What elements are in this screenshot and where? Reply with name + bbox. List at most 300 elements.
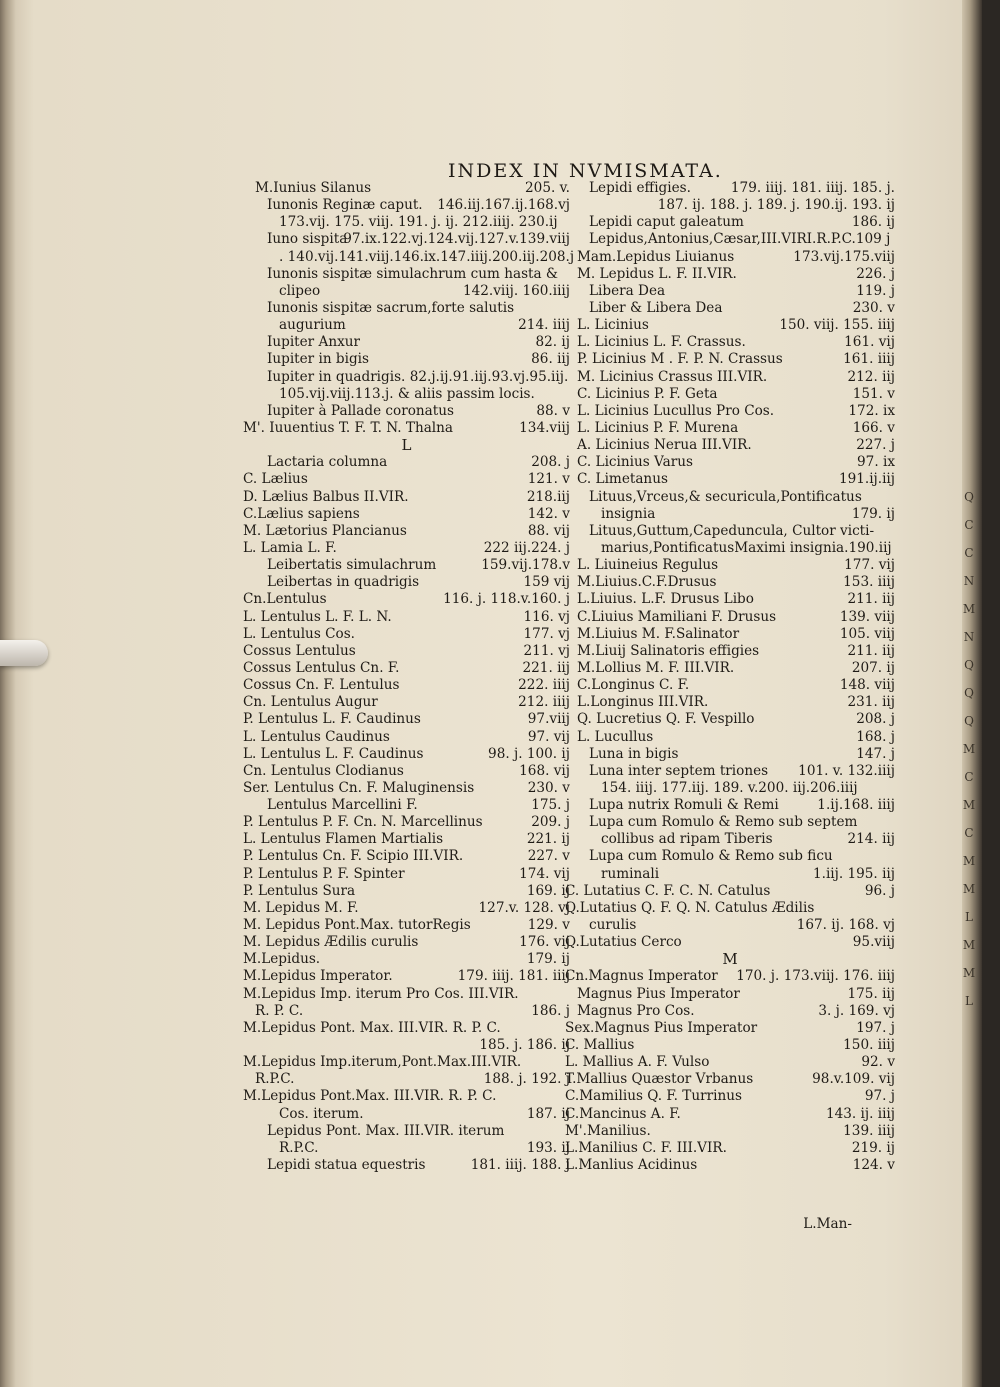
index-column-right	[565, 180, 895, 1174]
entry-text: M	[722, 950, 738, 969]
index-entry	[565, 266, 895, 283]
index-entry	[565, 1020, 895, 1037]
index-entry	[243, 1003, 570, 1020]
entry-text: Iuno sispita	[267, 231, 348, 248]
index-entry	[243, 729, 570, 746]
entry-text: L. Liuineius Regulus	[577, 557, 719, 574]
entry-reference: 142. v	[527, 505, 570, 522]
index-entry	[565, 609, 895, 626]
entry-reference: 139. viij	[839, 608, 895, 625]
entry-reference: 151. v	[852, 385, 895, 402]
index-entry	[243, 1037, 570, 1054]
entry-text: Lituus,Guttum,Capeduncula, Cultor victi-	[589, 522, 875, 539]
entry-text: Libera Dea	[589, 282, 666, 299]
entry-reference: 98. j. 100. ij	[488, 745, 570, 762]
index-entry	[243, 917, 570, 934]
entry-reference: 209. j	[531, 814, 570, 831]
entry-reference: 214. iiij	[518, 317, 570, 334]
entry-text: Lepidi statua equestris	[267, 1157, 426, 1174]
entry-reference: 121. v	[527, 471, 570, 488]
bleed-letter: M	[962, 938, 976, 952]
entry-reference: 116. j. 118.v.160. j	[443, 591, 570, 608]
index-entry	[565, 934, 895, 951]
index-entry	[243, 248, 575, 266]
entry-reference: 146.iij.167.ij.168.vj	[437, 197, 570, 214]
entry-reference: 97. vij	[527, 728, 570, 745]
entry-reference: 177. vij	[844, 557, 895, 574]
index-entry	[243, 934, 570, 951]
index-entry	[565, 883, 895, 900]
entry-text: Cn. Lentulus Augur	[243, 694, 378, 711]
entry-text: M. Lepidus M. F.	[243, 899, 359, 916]
entry-reference: 230. v	[527, 779, 570, 796]
entry-text: P. Lentulus P. F. Cn. N. Marcellinus	[243, 814, 483, 831]
entry-text: Iupiter Anxur	[267, 334, 360, 351]
entry-text: Leibertatis simulachrum	[267, 557, 437, 574]
index-entry	[243, 968, 570, 985]
index-entry	[565, 317, 895, 334]
index-entry	[243, 317, 570, 334]
entry-text: . 140.vij.141.viij.146.ix.147.iiij.200.iij.208.j	[279, 248, 575, 265]
index-entry	[565, 900, 895, 917]
section-letter	[565, 951, 895, 968]
entry-text: L. Lentulus Caudinus	[243, 728, 390, 745]
entry-reference: 211. iij	[847, 642, 895, 659]
entry-reference: 1.ij.168. iiij	[817, 797, 895, 814]
index-entry	[243, 557, 570, 574]
entry-text: Lepidus,Antonius,Cæsar,III.VIRI.R.P.C.109 j	[589, 231, 891, 248]
index-entry	[565, 231, 895, 248]
entry-reference: 161. vij	[844, 334, 895, 351]
entry-text: insignia	[601, 505, 656, 522]
entry-text: M.Lepidus Pont. Max. III.VIR. R. P. C.	[243, 1019, 501, 1036]
index-entry	[243, 489, 570, 506]
index-entry	[243, 900, 570, 917]
entry-text: clipeo	[279, 282, 321, 299]
entry-text: Cn.Magnus Imperator	[565, 968, 718, 985]
index-entry	[243, 506, 570, 523]
index-entry	[565, 334, 895, 351]
index-entry	[565, 214, 895, 231]
entry-text: M.Lepidus Imp. iterum Pro Cos. III.VIR.	[243, 985, 519, 1002]
entry-text: M'. Iuuentius T. F. T. N. Thalna	[243, 419, 454, 436]
bleed-letter: N	[963, 630, 975, 644]
entry-reference: 159.vij.178.v	[481, 557, 570, 574]
index-entry	[565, 1106, 895, 1123]
entry-reference: 179. ij	[526, 951, 570, 968]
entry-text: L.Liuius. L.F. Drusus Libo	[577, 591, 754, 608]
index-entry	[565, 866, 895, 883]
entry-reference: 88. v	[536, 402, 570, 419]
index-entry	[243, 711, 570, 728]
entry-text: M'.Manilius.	[565, 1122, 651, 1139]
entry-text: Cossus Lentulus	[243, 642, 356, 659]
entry-reference: 168. vij	[519, 762, 570, 779]
entry-reference: 116. vj	[523, 608, 570, 625]
entry-reference: 142.viij. 160.iiij	[462, 282, 570, 299]
entry-text: M. Lepidus Ædilis curulis	[243, 934, 419, 951]
entry-text: 105.vij.viij.113.j. & aliis passim locis.	[279, 385, 535, 402]
entry-reference: 212. iiij	[518, 694, 570, 711]
bleed-letter: C	[964, 770, 974, 784]
index-entry	[243, 351, 570, 368]
entry-reference: 181. iiij. 188. j	[470, 1157, 570, 1174]
entry-text: Lupa cum Romulo & Remo sub ficu	[589, 848, 833, 865]
entry-reference: 153. iiij	[843, 574, 895, 591]
index-entry	[243, 300, 570, 317]
bleed-letter: N	[963, 574, 975, 588]
entry-text: M.Liuij Salinatoris effigies	[577, 642, 760, 659]
entry-reference: 175. iij	[847, 985, 895, 1002]
entry-text: L. Mallius A. F. Vulso	[565, 1054, 710, 1071]
index-entry	[243, 1106, 570, 1123]
entry-text: M.Liuius M. F.Salinator	[577, 625, 740, 642]
index-entry	[565, 746, 895, 763]
entry-text: R.P.C.	[279, 1139, 319, 1156]
index-entry	[565, 557, 895, 574]
entry-reference: 127.v. 128. vj	[478, 899, 570, 916]
index-entry	[565, 1037, 895, 1054]
entry-text: P. Lentulus P. F. Spinter	[243, 865, 405, 882]
entry-reference: 211. iij	[847, 591, 895, 608]
entry-text: Cn.Lentulus	[243, 591, 327, 608]
entry-text: C.Longinus C. F.	[577, 677, 690, 694]
entry-text: C. Lutatius C. F. C. N. Catulus	[565, 882, 771, 899]
entry-reference: 221. iij	[522, 659, 570, 676]
entry-text: Lituus,Vrceus,& securicula,Pontificatus	[589, 488, 862, 505]
index-entry	[565, 506, 895, 523]
entry-reference: 101. v. 132.iiij	[798, 762, 895, 779]
entry-text: Lentulus Marcellini F.	[267, 797, 418, 814]
index-entry	[565, 643, 895, 660]
entry-reference: 176. vij	[519, 934, 570, 951]
entry-text: Iupiter in bigis	[267, 351, 369, 368]
index-entry	[565, 626, 895, 643]
entry-text: P. Lentulus Cn. F. Scipio III.VIR.	[243, 848, 464, 865]
entry-text: R. P. C.	[255, 1002, 304, 1019]
index-entry	[243, 1054, 570, 1071]
index-entry	[243, 591, 570, 608]
entry-text: Iupiter à Pallade coronatus	[267, 402, 454, 419]
index-entry	[243, 403, 570, 420]
entry-reference: 177. vj	[523, 625, 570, 642]
entry-text: Lepidi effigies.	[589, 180, 691, 196]
entry-text: M.Liuius.C.F.Drusus	[577, 574, 717, 591]
index-entry	[565, 591, 895, 608]
bleed-letter: M	[962, 742, 976, 756]
entry-reference: 186. j	[531, 1002, 570, 1019]
entry-reference: 172. ix	[848, 402, 895, 419]
entry-reference: 230. v	[852, 299, 895, 316]
entry-text: C. Lælius	[243, 471, 308, 488]
index-entry	[243, 214, 570, 231]
index-entry	[565, 1054, 895, 1071]
entry-text: M.Lollius M. F. III.VIR.	[577, 659, 735, 676]
entry-reference: 179. iiij. 181. iiij. 185. j.	[730, 180, 895, 196]
entry-text: C.Mancinus A. F.	[565, 1105, 681, 1122]
index-entry	[565, 351, 895, 368]
index-entry	[243, 471, 570, 488]
index-entry	[565, 454, 895, 471]
entry-text: L. Licinius P. F. Murena	[577, 419, 739, 436]
index-entry	[243, 369, 570, 386]
index-entry	[565, 471, 895, 488]
entry-text: Ser. Lentulus Cn. F. Maluginensis	[243, 779, 475, 796]
entry-text: T.Mallius Quæstor Vrbanus	[565, 1071, 754, 1088]
entry-text: 154. iiij. 177.iij. 189. v.200. iij.206.iiij	[601, 779, 858, 796]
entry-reference: 221. ij	[526, 831, 570, 848]
entry-reference: 222 iij.224. j	[483, 539, 570, 556]
index-entry	[565, 437, 895, 454]
entry-reference: 188. j. 192. j	[483, 1071, 570, 1088]
entry-reference: 95.viij	[852, 934, 895, 951]
entry-text: P. Lentulus Sura	[243, 882, 356, 899]
entry-text: C. Mallius	[565, 1037, 635, 1054]
entry-reference: 143. ij. iiij	[825, 1105, 895, 1122]
index-entry	[243, 848, 570, 865]
entry-text: D. Lælius Balbus II.VIR.	[243, 488, 409, 505]
index-entry	[243, 951, 570, 968]
entry-reference: 167. ij. 168. vj	[796, 917, 895, 934]
entry-text: Lepidi caput galeatum	[589, 214, 744, 231]
entry-text: P. Licinius M . F. P. N. Crassus	[577, 351, 783, 368]
entry-text: Iupiter in quadrigis. 82.j.ij.91.iij.93.vj.95.iij.	[267, 368, 569, 385]
entry-text: C.Mamilius Q. F. Turrinus	[565, 1088, 742, 1105]
entry-text: Q.Lutatius Cerco	[565, 934, 682, 951]
entry-reference: 174. vij	[519, 865, 570, 882]
entry-text: Liber & Libera Dea	[589, 299, 723, 316]
index-entry	[243, 831, 570, 848]
entry-reference: 134.viij	[519, 419, 570, 436]
entry-text: Magnus Pius Imperator	[577, 985, 740, 1002]
entry-reference: 148. viij	[839, 677, 895, 694]
index-entry	[565, 523, 895, 540]
index-entry	[243, 334, 570, 351]
entry-text: R.P.C.	[255, 1071, 295, 1088]
entry-text: M. Licinius Crassus III.VIR.	[577, 368, 768, 385]
bleed-letter: Q	[964, 658, 974, 672]
entry-text: L.Manlius Acidinus	[565, 1157, 698, 1174]
index-entry	[243, 523, 570, 540]
entry-text: 173.vij. 175. viij. 191. j. ij. 212.iiij. 230.ij	[279, 214, 558, 231]
entry-reference: 105. viij	[839, 625, 895, 642]
entry-reference: 231. iij	[847, 694, 895, 711]
entry-text: P. Lentulus L. F. Caudinus	[243, 711, 421, 728]
entry-text: Lepidus Pont. Max. III.VIR. iterum	[267, 1122, 505, 1139]
entry-text: Iunonis Reginæ caput.	[267, 197, 423, 214]
entry-reference: 150. viij. 155. iiij	[779, 317, 895, 334]
entry-text: L. Licinius L. F. Crassus.	[577, 334, 746, 351]
entry-text: Q. Lucretius Q. F. Vespillo	[577, 711, 755, 728]
bleed-letter: Q	[964, 490, 974, 504]
index-entry	[243, 986, 570, 1003]
bleed-letter: C	[964, 826, 974, 840]
index-entry	[243, 677, 570, 694]
entry-reference: 1.iij. 195. iij	[812, 865, 895, 882]
index-entry	[243, 266, 570, 283]
entry-text: C. Limetanus	[577, 471, 668, 488]
index-entry	[565, 1088, 895, 1105]
entry-text: L.Longinus III.VIR.	[577, 694, 709, 711]
entry-text: L	[401, 436, 412, 455]
entry-reference: 226. j	[856, 265, 895, 282]
index-entry	[565, 1003, 895, 1020]
entry-reference: 222. iiij	[518, 677, 570, 694]
entry-text: marius,PontificatusMaximi insignia.190.iij	[601, 539, 892, 556]
entry-reference: 205. v.	[525, 180, 570, 196]
entry-text: M. Lætorius Plancianus	[243, 522, 407, 539]
entry-text: L.Manilius C. F. III.VIR.	[565, 1139, 727, 1156]
catchword: L.Man-	[803, 1216, 852, 1232]
entry-text: A. Licinius Nerua III.VIR.	[577, 437, 752, 454]
entry-reference: 82. ij	[535, 334, 570, 351]
index-entry	[243, 1157, 570, 1174]
index-entry	[565, 848, 895, 865]
bleed-letter: Q	[964, 686, 974, 700]
index-entry	[565, 660, 895, 677]
index-entry	[243, 574, 570, 591]
entry-reference: 185. j. 186. ij	[479, 1037, 570, 1054]
entry-text: L. Lamia L. F.	[243, 539, 337, 556]
index-entry	[565, 574, 895, 591]
entry-reference: 186. ij	[851, 214, 895, 231]
entry-reference: 3. j. 169. vj	[818, 1002, 895, 1019]
entry-reference: 97.ix.122.vj.124.vij.127.v.139.viij	[343, 231, 570, 248]
index-entry	[565, 986, 895, 1003]
entry-reference: 169. ij	[526, 882, 570, 899]
entry-reference: 175. j	[531, 797, 570, 814]
entry-reference: 166. v	[852, 419, 895, 436]
entry-text: L. Lentulus Cos.	[243, 625, 355, 642]
entry-text: M.Lepidus.	[243, 951, 321, 968]
entry-reference: 98.v.109. vij	[812, 1071, 895, 1088]
entry-text: Lupa nutrix Romuli & Remi	[589, 797, 779, 814]
entry-reference: 129. v	[527, 917, 570, 934]
index-entry	[565, 283, 895, 300]
index-entry	[565, 300, 895, 317]
entry-reference: 159 vij	[523, 574, 570, 591]
index-entry	[243, 540, 570, 557]
index-entry	[243, 660, 570, 677]
index-entry	[243, 643, 570, 660]
bleed-letter: M	[962, 854, 976, 868]
bleed-letter: C	[964, 546, 974, 560]
entry-reference: 191.ij.iij	[838, 471, 895, 488]
entry-reference: 150. iiij	[843, 1037, 895, 1054]
index-entry	[243, 814, 570, 831]
entry-text: C.Lælius sapiens	[243, 505, 360, 522]
entry-text: Leibertas in quadrigis	[267, 574, 420, 591]
index-entry	[243, 866, 570, 883]
entry-text: Cn. Lentulus Clodianus	[243, 762, 404, 779]
entry-reference: 197. j	[856, 1019, 895, 1036]
entry-reference: 139. iiij	[843, 1122, 895, 1139]
entry-text: collibus ad ripam Tiberis	[601, 831, 773, 848]
entry-reference: 97. ix	[857, 454, 895, 471]
entry-text: C.Liuius Mamiliani F. Drusus	[577, 608, 777, 625]
index-entry	[243, 231, 570, 248]
index-entry	[565, 694, 895, 711]
index-entry	[565, 386, 895, 403]
entry-reference: 97. j	[864, 1088, 895, 1105]
entry-reference: 97.viij	[527, 711, 570, 728]
entry-text: Sex.Magnus Pius Imperator	[565, 1019, 758, 1036]
entry-text: Cossus Cn. F. Lentulus	[243, 677, 400, 694]
index-entry	[565, 677, 895, 694]
entry-reference: 219. ij	[851, 1139, 895, 1156]
entry-reference: 86. iij	[531, 351, 570, 368]
index-entry	[565, 917, 895, 934]
entry-reference: 218.iij	[526, 488, 570, 505]
entry-text: C. Licinius Varus	[577, 454, 693, 471]
entry-reference: 124. v	[852, 1157, 895, 1174]
bleed-letter: M	[962, 882, 976, 896]
entry-reference: 147. j	[856, 745, 895, 762]
entry-text: ruminali	[601, 865, 660, 882]
index-entry	[243, 694, 570, 711]
index-column-left	[243, 180, 575, 1174]
entry-text: L. Lentulus L. F. L. N.	[243, 608, 392, 625]
entry-reference: 173.vij.175.viij	[793, 248, 895, 265]
entry-text: Iunonis sispitæ simulachrum cum hasta &	[267, 265, 559, 282]
entry-reference: 168. j	[856, 728, 895, 745]
index-entry	[243, 609, 570, 626]
bleed-letter: M	[962, 798, 976, 812]
entry-reference: 227. v	[527, 848, 570, 865]
entry-text: Magnus Pro Cos.	[577, 1002, 695, 1019]
index-entry	[565, 763, 895, 780]
index-entry	[565, 1123, 895, 1140]
entry-reference: 88. vij	[527, 522, 570, 539]
entry-text: curulis	[589, 917, 637, 934]
entry-reference: 96. j	[864, 882, 895, 899]
index-entry	[565, 831, 895, 848]
entry-reference: 227. j	[856, 437, 895, 454]
bleed-letter: L	[965, 994, 973, 1008]
index-entry	[243, 780, 570, 797]
index-entry	[565, 197, 895, 214]
entry-reference: 92. v	[861, 1054, 895, 1071]
index-entry	[565, 1140, 895, 1157]
index-entry	[565, 797, 895, 814]
entry-text: L. Licinius	[577, 317, 649, 334]
bleed-letter: M	[962, 602, 976, 616]
entry-reference: 208. j	[856, 711, 895, 728]
entry-text: Lupa cum Romulo & Remo sub septem	[589, 814, 858, 831]
index-entry	[243, 420, 570, 437]
entry-reference: 214. iij	[847, 831, 895, 848]
entry-text: M.Lepidus Imp.iterum,Pont.Max.III.VIR.	[243, 1054, 522, 1071]
entry-text: Mam.Lepidus Liuianus	[577, 248, 735, 265]
section-letter	[243, 437, 570, 454]
index-entry	[243, 746, 570, 763]
entry-text: M. Lepidus Pont.Max. tutorRegis	[243, 917, 471, 934]
index-entry	[565, 403, 895, 420]
index-entry	[565, 180, 895, 197]
entry-reference: 208. j	[531, 454, 570, 471]
entry-reference: 193. ij	[526, 1139, 570, 1156]
index-entry	[565, 968, 895, 985]
entry-reference: 187. ij	[526, 1105, 570, 1122]
entry-text: L. Lentulus L. F. Caudinus	[243, 745, 424, 762]
entry-text: M.Lepidus Imperator.	[243, 968, 393, 985]
index-entry	[565, 729, 895, 746]
index-entry	[243, 1071, 570, 1088]
entry-reference: 211. vj	[523, 642, 570, 659]
index-entry	[565, 420, 895, 437]
index-entry	[565, 540, 895, 557]
entry-reference: 179. ij	[851, 505, 895, 522]
